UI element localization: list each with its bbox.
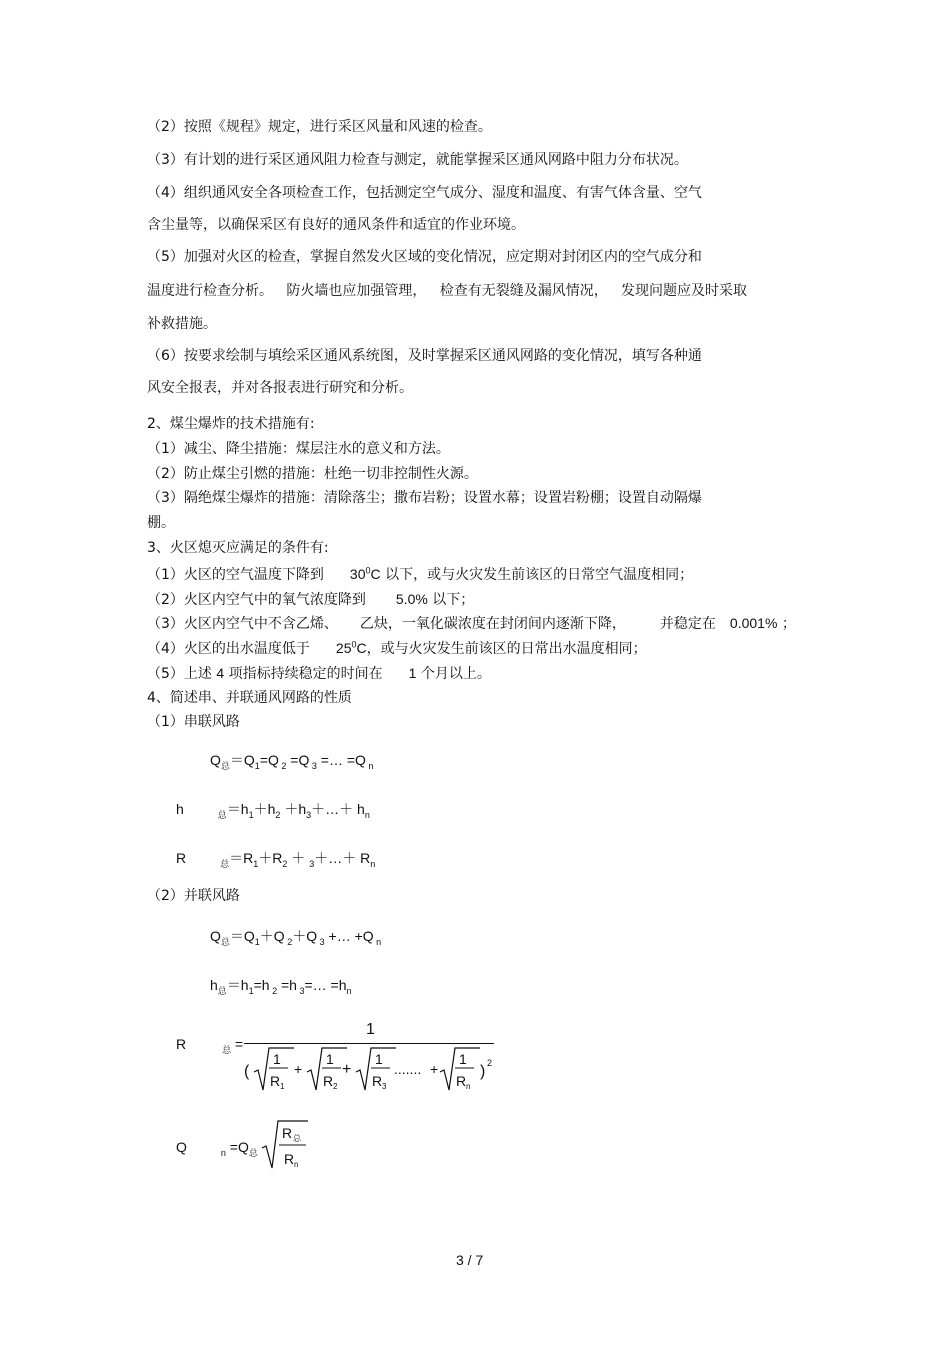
- page-number: 3 / 7: [456, 1252, 484, 1268]
- svg-text:R: R: [323, 1073, 334, 1089]
- item-text: （3）火区内空气中不含乙烯、: [147, 616, 338, 632]
- svg-text:1: 1: [280, 1082, 285, 1091]
- paragraph-line: （2）按照《规程》规定，进行采区风量和风速的检查。: [147, 119, 492, 135]
- svg-text:R: R: [372, 1073, 383, 1089]
- item-text: 个月以上。: [420, 666, 491, 682]
- svg-text:+: +: [294, 1061, 303, 1077]
- count-value: 4: [216, 665, 225, 681]
- temperature-unit: C: [370, 566, 381, 582]
- item-text: （1）火区的空气温度下降到: [147, 567, 324, 583]
- list-item: （1）减尘、降尘措施：煤层注水的意义和方法。: [147, 441, 450, 457]
- paragraph-line: （4）组织通风安全各项检查工作，包括测定空气成分、湿度和温度、有害气体含量、空气: [147, 185, 702, 201]
- item-text: 乙炔，一氧化碳浓度在封闭间内逐渐下降，: [359, 616, 626, 632]
- list-item: （1）火区的空气温度下降到 $30^0C$ 以下，或与火灾发生前该区的日常空气温度相同；: [147, 565, 694, 583]
- svg-text:R: R: [284, 1151, 295, 1167]
- item-text: 以下；: [432, 592, 475, 608]
- temperature-unit: C: [356, 640, 367, 656]
- svg-text:R: R: [270, 1073, 281, 1089]
- section-heading: 4、简述串、并联通风网路的性质: [147, 690, 352, 706]
- svg-text:+: +: [430, 1061, 439, 1077]
- formula-series-flow: $Q_总=Q_1=Q$ $_2$ =Q $_3$ =… =Q $_n$: [210, 752, 374, 772]
- co-value: 0.001%: [729, 615, 778, 631]
- section-heading: 2、煤尘爆炸的技术措施有:: [147, 416, 315, 432]
- formula-parallel-pressure: $h_总=h_1=h$ $_2$ =h $_3$=… $=h_n$: [210, 977, 352, 997]
- svg-text:1: 1: [459, 1051, 467, 1067]
- list-item: 棚。: [147, 515, 175, 531]
- item-text: 以下，或与火灾发生前该区的日常空气温度相同；: [385, 567, 694, 583]
- item-text: ；: [781, 616, 796, 632]
- svg-text:2: 2: [333, 1082, 338, 1091]
- formula-series-pressure: h $_总=h_1+h_2$ $+h_3+\dots+ h_n$: [176, 801, 370, 821]
- svg-text:.......: .......: [394, 1061, 422, 1077]
- subsection-label: （1）串联风路: [147, 714, 240, 730]
- subsection-label: （2）并联风路: [147, 888, 240, 904]
- paragraph-line: （3）有计划的进行采区通风阻力检查与测定，就能掌握采区通风网路中阻力分布状况。: [147, 152, 688, 168]
- item-text: 并稳定在: [659, 616, 716, 632]
- svg-text:1: 1: [273, 1051, 281, 1067]
- paragraph-line: （5）加强对火区的检查，掌握自然发火区域的变化情况，应定期对封闭区内的空气成分和: [147, 249, 702, 265]
- item-text: 项指标持续稳定的时间在: [228, 666, 383, 682]
- svg-text:1: 1: [375, 1051, 383, 1067]
- list-item: （2）防止煤尘引燃的措施：杜绝一切非控制性火源。: [147, 466, 478, 482]
- formula-series-resistance: R $_总=R_1+R_2$ ＋ $_3$＋…＋ $R_n$: [176, 850, 376, 870]
- list-item: [147, 591, 474, 608]
- svg-text:(: (: [244, 1063, 250, 1080]
- list-item: [147, 615, 796, 632]
- svg-text:R: R: [456, 1073, 467, 1089]
- svg-text:2: 2: [487, 1058, 493, 1068]
- paragraph-line: 含尘量等，以确保采区有良好的通风条件和适宜的作业环境。: [147, 217, 525, 233]
- svg-text:n: n: [294, 1160, 299, 1169]
- water-temperature-value: 25: [335, 640, 352, 656]
- svg-text:): ): [480, 1063, 486, 1080]
- list-item: [147, 665, 491, 682]
- fraction-numerator: 1: [366, 1021, 375, 1038]
- paragraph-line: 补救措施。: [147, 316, 217, 332]
- svg-text:1: 1: [326, 1051, 334, 1067]
- item-text: ，或与火灾发生前该区的日常出水温度相同；: [366, 641, 647, 657]
- section-heading: 3、火区熄灭应满足的条件有:: [147, 540, 329, 556]
- formula-parallel-resistance-label: R $_总$ =: [176, 1036, 244, 1056]
- list-item: （3）隔绝煤尘爆炸的措施：清除落尘；撒布岩粉；设置水幕；设置岩粉棚；设置自动隔爆: [147, 490, 702, 506]
- duration-value: 1: [408, 665, 417, 681]
- item-text: （5）上述: [147, 666, 212, 682]
- formula-branch-flow: Q $_n =Q_总$: [176, 1139, 258, 1159]
- paragraph-line: （6）按要求绘制与填绘采区通风系统图，及时掌握采区通风网路的变化情况，填写各种通: [147, 348, 702, 364]
- list-item: （4）火区的出水温度低于 $25^0C$，或与火灾发生前该区的日常出水温度相同；: [147, 639, 647, 657]
- temperature-value: 30: [349, 566, 366, 582]
- svg-text:+: +: [342, 1061, 352, 1078]
- svg-text:3: 3: [382, 1082, 387, 1091]
- svg-text:总: 总: [293, 1134, 301, 1143]
- oxygen-value: 5.0%: [395, 591, 428, 607]
- item-text: （4）火区的出水温度低于: [147, 641, 310, 657]
- paragraph-line: 温度进行检查分析。 防火墙也应加强管理， 检查有无裂缝及漏风情况， 发现问题应及时采取: [147, 283, 748, 299]
- item-text: （2）火区内空气中的氧气浓度降到: [147, 592, 366, 608]
- svg-text:R: R: [282, 1125, 293, 1141]
- sqrt-ratio: [262, 1118, 322, 1174]
- paragraph-line: 风安全报表，并对各报表进行研究和分析。: [147, 380, 413, 396]
- formula-parallel-flow: $Q_总=Q_1+Q$ $_2$＋Q $_3$ +… +Q $_n$: [210, 928, 382, 948]
- fraction-denominator-radicals: [244, 1044, 504, 1100]
- svg-text:n: n: [466, 1082, 471, 1091]
